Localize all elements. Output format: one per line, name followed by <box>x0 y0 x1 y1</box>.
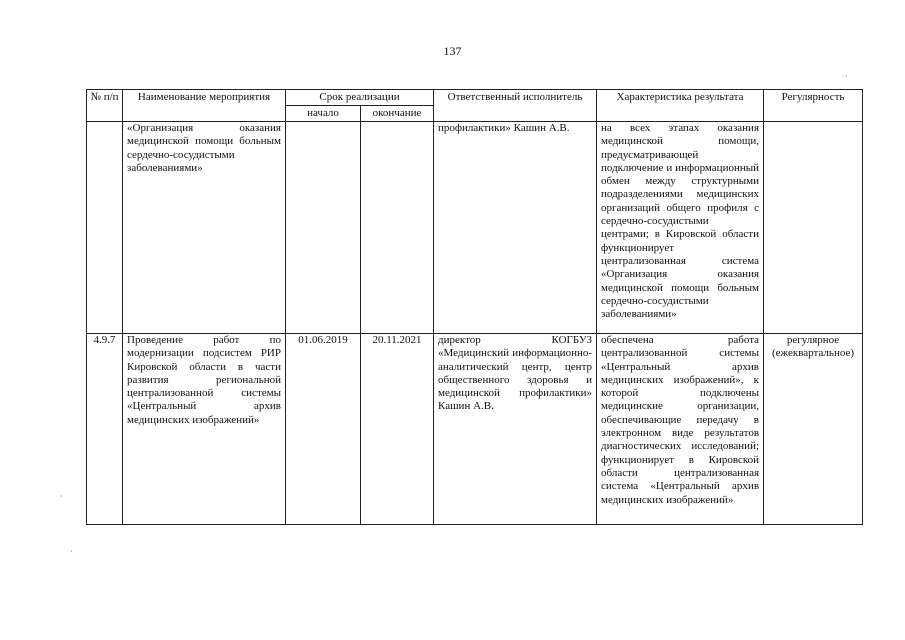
cell-num <box>87 122 123 334</box>
header-name: Наименование мероприятия <box>123 90 286 122</box>
cell-num: 4.9.7 <box>87 334 123 525</box>
header-result: Характеристика результата <box>597 90 764 122</box>
scan-speck: · <box>60 492 63 501</box>
header-regularity: Регулярность <box>764 90 863 122</box>
cell-name: «Организация оказания медицинской помощи больным сердечно-сосудистыми заболеваниями» <box>123 122 286 334</box>
cell-executor: директор КОГБУЗ «Медицинский информационно-аналитический центр, центр общественного здоровья и медицинской профилактики» Кашин А.В. <box>434 334 597 525</box>
cell-regularity <box>764 122 863 334</box>
cell-start <box>286 122 361 334</box>
cell-executor: профилактики» Кашин А.В. <box>434 122 597 334</box>
cell-regularity: регулярное (ежеквартальное) <box>764 334 863 525</box>
cell-name: Проведение работ по модернизации подсистем РИР Кировской области в части развития региональной централизованной системы «Центральный архив медицинских изображений» <box>123 334 286 525</box>
header-end: окончание <box>361 106 434 122</box>
table-row <box>87 122 863 334</box>
scan-speck: · <box>70 547 73 556</box>
scan-speck: · <box>845 72 848 81</box>
header-start: начало <box>286 106 361 122</box>
header-num: № п/п <box>87 90 123 122</box>
header-period: Срок реализации <box>286 90 434 106</box>
cell-end <box>361 122 434 334</box>
cell-result: на всех этапах оказания медицинской помощи, предусматривающей подключение и информационный обмен между структурными подразделениями медицинских организаций общего профиля с сердечно-сосудистыми центрами; в Кировской области функционирует централизованная система «Организация оказания медицинской помощи больным сердечно-сосудистыми заболеваниями» <box>597 122 764 334</box>
cell-end: 20.11.2021 <box>361 334 434 525</box>
cell-start: 01.06.2019 <box>286 334 361 525</box>
activities-table <box>86 89 863 525</box>
cell-result: обеспечена работа централизованной системы «Центральный архив медицинских изображений», к которой подключены медицинские организации, обеспечивающие передачу в электронном виде результатов диагностических исследований; функционирует в Кировской области централизованная система «Центральный архив медицинских изображений» <box>597 334 764 525</box>
table-row <box>87 334 863 525</box>
header-executor: Ответственный исполнитель <box>434 90 597 122</box>
page-number: 137 <box>443 44 462 58</box>
